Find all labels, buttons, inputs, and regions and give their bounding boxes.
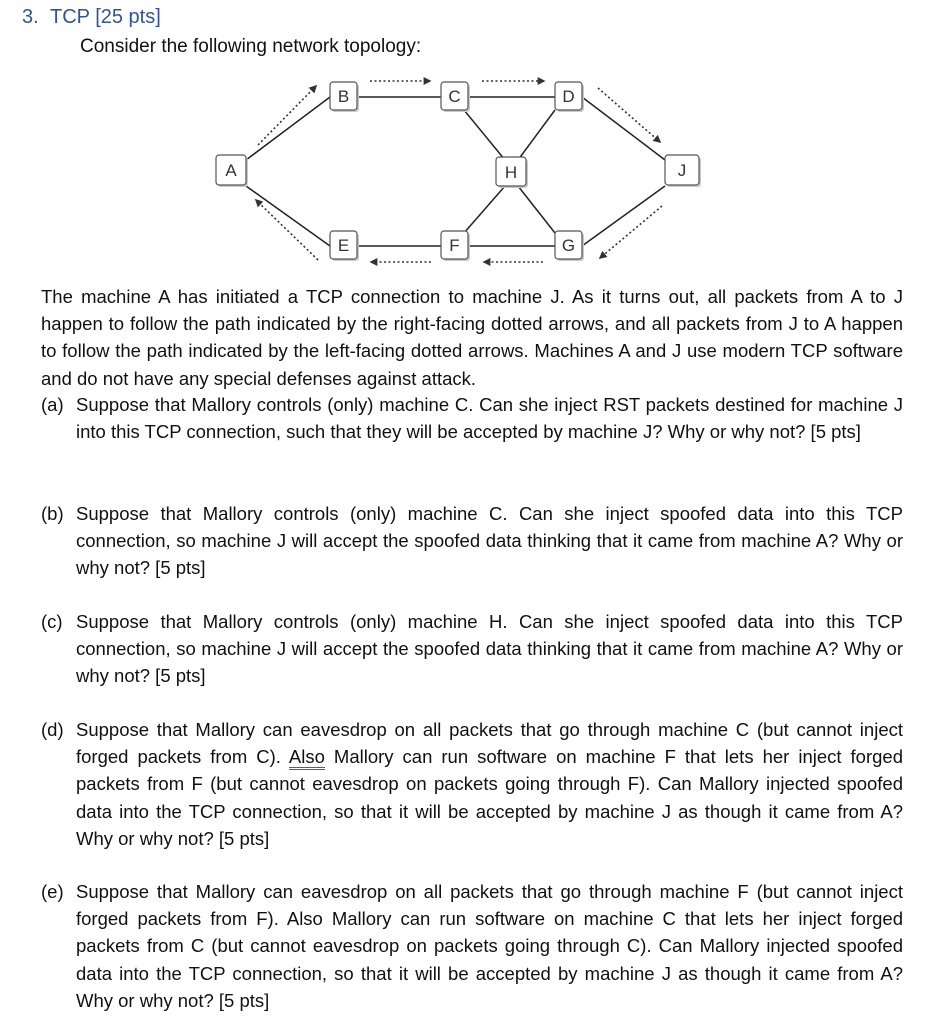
node-j-label: J bbox=[677, 161, 687, 180]
network-topology-diagram bbox=[0, 72, 937, 272]
node-f bbox=[441, 231, 470, 261]
part-c-label: (c) bbox=[41, 611, 63, 632]
part-e-text: Suppose that Mallory can eavesdrop on all packets that go through machine F (but cannot inject forged packets from F). Also Mallory can run software on machine C that lets her inject forged packets from C (but cannot eavesdrop on packets going through C). Can Mallory injected spoofed data into the TCP connection, so that it will be accepted by machine J as though it came from A? Why or why not? [5 pts] bbox=[76, 881, 903, 1011]
topology-links bbox=[246, 97, 665, 246]
node-d bbox=[555, 82, 584, 112]
node-a-label: A bbox=[225, 161, 237, 180]
part-b bbox=[41, 500, 903, 582]
part-a-label: (a) bbox=[41, 394, 64, 415]
arrow-j-to-g bbox=[600, 206, 662, 258]
node-g-label: G bbox=[561, 236, 576, 255]
node-g bbox=[555, 231, 584, 261]
node-e-label: E bbox=[337, 236, 350, 255]
part-b-label: (b) bbox=[41, 503, 64, 524]
node-j bbox=[665, 155, 701, 187]
part-d-text-pre: Suppose that Mallory can eavesdrop on all packets that go through machine C (but cannot inject forged packets from C). bbox=[76, 719, 903, 768]
node-d-label: D bbox=[562, 87, 575, 106]
node-e bbox=[330, 231, 359, 261]
part-b-text: Suppose that Mallory controls (only) machine C. Can she inject spoofed data into this TCP connection, so machine J will accept the spoofed data thinking that it came from machine A? Why or why not? [5 pts] bbox=[76, 503, 903, 579]
part-d bbox=[41, 716, 903, 852]
part-d-label: (d) bbox=[41, 719, 64, 740]
question-number: 3. bbox=[22, 6, 39, 28]
node-h-label: H bbox=[504, 163, 518, 182]
node-b bbox=[330, 82, 359, 112]
node-c-label: C bbox=[448, 87, 461, 106]
part-d-spellcheck-word: Also bbox=[289, 746, 325, 770]
part-e-label: (e) bbox=[41, 881, 64, 902]
node-f-label: F bbox=[449, 236, 460, 255]
question-title: TCP [25 pts] bbox=[50, 6, 161, 28]
part-e bbox=[41, 878, 903, 1014]
question-intro: Consider the following network topology: bbox=[80, 36, 422, 57]
part-d-text bbox=[76, 716, 903, 852]
part-a-text: Suppose that Mallory controls (only) machine C. Can she inject RST packets destined for machine J into this TCP connection, such that they will be accepted by machine J? Why or why not? [5 pts] bbox=[76, 394, 903, 443]
part-d-text-post: Mallory can run software on machine F that lets her inject forged packets from F (but cannot eavesdrop on packets going through F). Can Mallory injected spoofed data into the TCP connection, so that it will be accepted by machine J as though it came from A? Why or why not? [5 pts] bbox=[76, 746, 903, 849]
arrow-a-to-b bbox=[258, 86, 316, 145]
question-heading bbox=[22, 6, 161, 29]
part-a bbox=[41, 391, 903, 445]
node-c bbox=[441, 82, 470, 112]
part-c bbox=[41, 608, 903, 690]
scenario-paragraph: The machine A has initiated a TCP connection to machine J. As it turns out, all packets from A to J happen to follow the path indicated by the right-facing dotted arrows, and all packets from J to A happen to follow the path indicated by the left-facing dotted arrows. Machines A and J use modern TCP software and do not have any special defenses against attack. bbox=[41, 286, 903, 389]
part-c-text: Suppose that Mallory controls (only) machine H. Can she inject spoofed data into this TCP connection, so machine J will accept the spoofed data thinking that it came from machine A? Why or why not? [5 pts] bbox=[76, 611, 903, 687]
node-a bbox=[216, 155, 248, 187]
node-h bbox=[496, 157, 528, 188]
arrow-d-to-j bbox=[598, 88, 660, 142]
node-b-label: B bbox=[337, 87, 350, 106]
